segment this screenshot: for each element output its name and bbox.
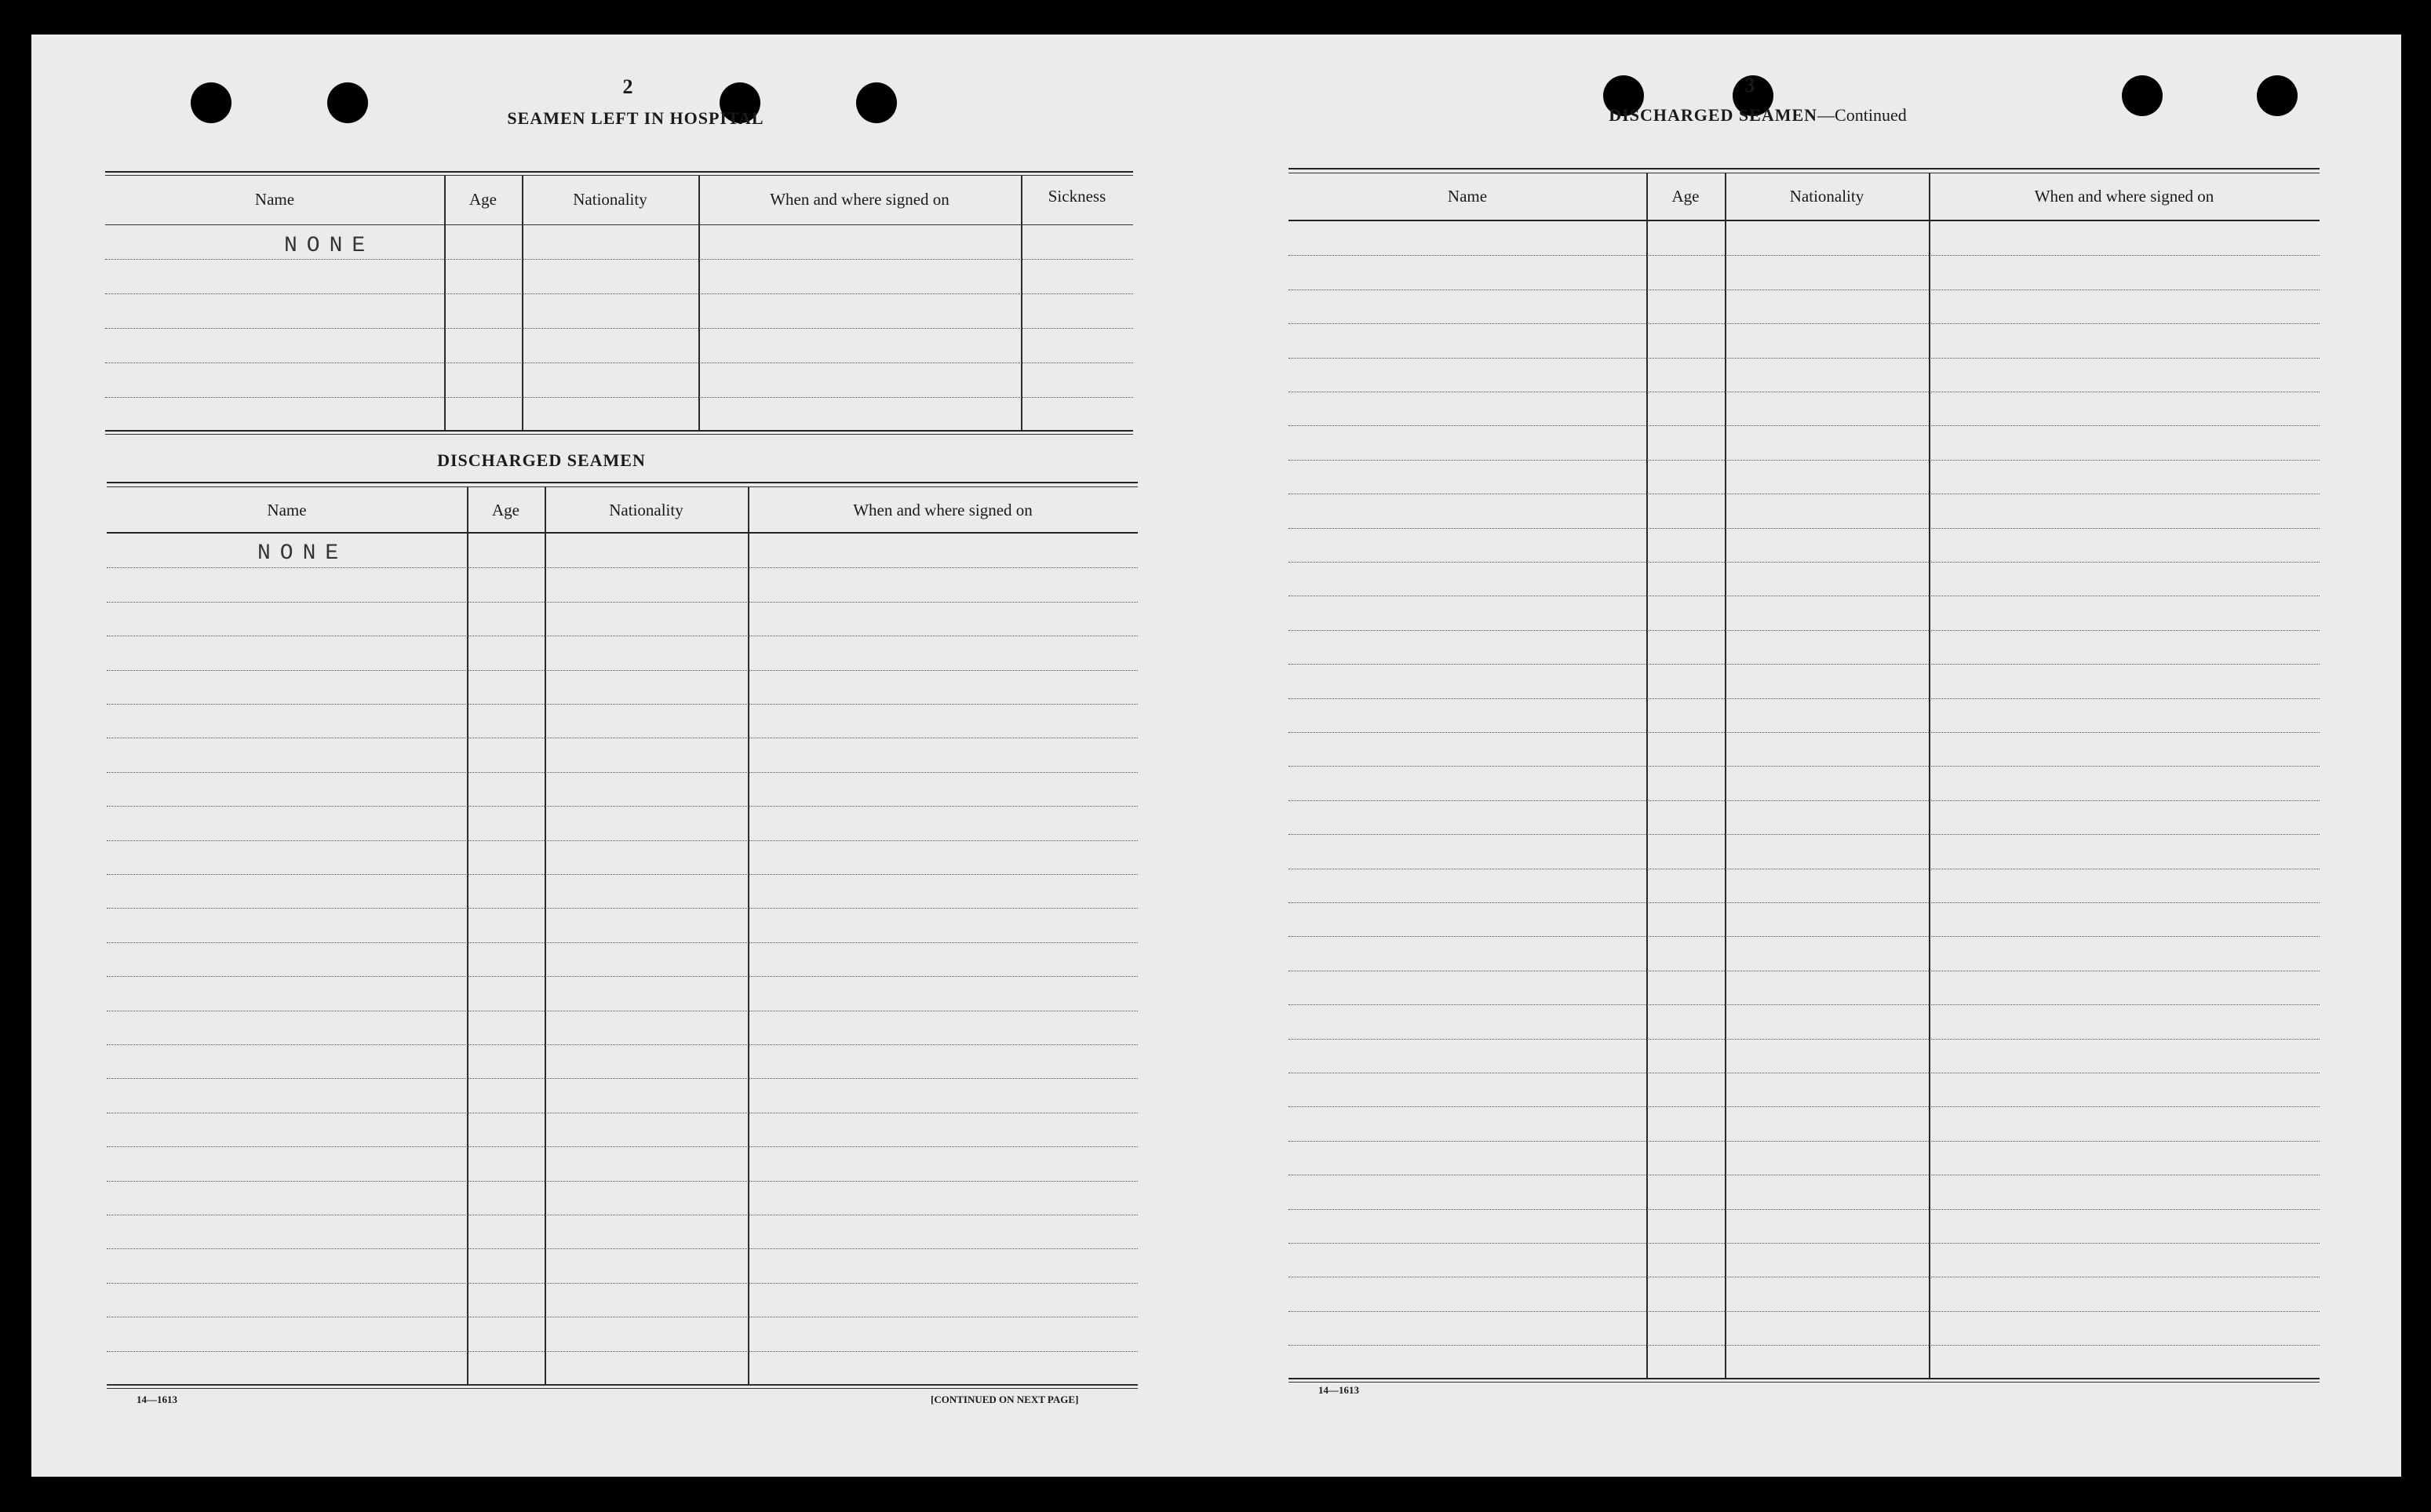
header-name: Name [267, 501, 307, 519]
table-row [1288, 1141, 2320, 1175]
table-row [1288, 323, 2320, 358]
left-page [31, 35, 1208, 1477]
punch-hole [856, 82, 897, 123]
header-signed-on: When and where signed on [2034, 187, 2214, 206]
table-row [1288, 528, 2320, 563]
table-row [107, 636, 1138, 670]
continued-note: [CONTINUED ON NEXT PAGE] [931, 1394, 1079, 1405]
table-row [105, 293, 1133, 329]
table-row [107, 567, 1138, 602]
table-row [1288, 494, 2320, 528]
table-row [107, 704, 1138, 738]
table-row [1288, 1209, 2320, 1244]
table-row [1288, 1073, 2320, 1107]
punch-hole [191, 82, 231, 123]
header-signed-on: When and where signed on [770, 190, 949, 209]
table-row [107, 840, 1138, 875]
header-age: Age [1671, 187, 1700, 206]
form-number: 14—1613 [137, 1394, 177, 1405]
header-age: Age [469, 190, 497, 209]
table-row [107, 1215, 1138, 1249]
table-row [1288, 869, 2320, 903]
table-row [1288, 1243, 2320, 1277]
table-row [1288, 766, 2320, 800]
table-row [1288, 562, 2320, 596]
table-row [107, 670, 1138, 705]
page-number: 2 [622, 75, 633, 98]
table-row [107, 1146, 1138, 1181]
table-row [1288, 800, 2320, 835]
table-row [107, 806, 1138, 840]
table-row [1288, 255, 2320, 290]
table-row [1288, 392, 2320, 426]
discharged-continued-table [1288, 168, 2320, 1383]
hospital-table-title: SEAMEN LEFT IN HOSPITAL [507, 108, 764, 128]
table-row [1288, 221, 2320, 256]
header-name: Name [254, 190, 295, 209]
right-page [1208, 35, 2401, 1477]
table-row [1288, 425, 2320, 460]
table-row [1288, 1039, 2320, 1073]
header-nationality: Nationality [609, 501, 683, 519]
table-row [107, 1044, 1138, 1079]
table-row [1288, 358, 2320, 392]
table-row [1288, 936, 2320, 971]
table-row [1288, 664, 2320, 698]
discharged-cont-title: DISCHARGED SEAMEN—Continued [1609, 105, 1907, 125]
table-row [1288, 290, 2320, 324]
punch-hole [2122, 75, 2163, 116]
discharged-table [107, 482, 1138, 1389]
header-signed-on: When and where signed on [853, 501, 1033, 519]
table-row [107, 1011, 1138, 1045]
header-nationality: Nationality [1789, 187, 1864, 206]
table-row [1288, 596, 2320, 630]
table-row [107, 1113, 1138, 1147]
table-row [107, 942, 1138, 977]
table-row [105, 224, 1133, 260]
table-row [1288, 834, 2320, 869]
table-row [1288, 1277, 2320, 1311]
form-number: 14—1613 [1318, 1384, 1359, 1396]
page-number: 3 [1744, 74, 1755, 97]
table-row [107, 976, 1138, 1011]
table-row [107, 772, 1138, 807]
table-row [107, 602, 1138, 636]
table-row [1288, 460, 2320, 494]
table-row [1288, 732, 2320, 767]
header-age: Age [492, 501, 519, 519]
table-row [105, 259, 1133, 294]
table-row [107, 874, 1138, 909]
typed-entry-none: NONE [284, 234, 375, 258]
table-row [1288, 971, 2320, 1005]
table-row [1288, 1175, 2320, 1209]
table-row [105, 363, 1133, 398]
table-row [1288, 1004, 2320, 1039]
punch-hole [327, 82, 368, 123]
table-row [107, 738, 1138, 772]
table-row [107, 1248, 1138, 1283]
header-sickness: Sickness [1048, 187, 1106, 206]
table-row [107, 1317, 1138, 1351]
hospital-table [105, 171, 1133, 435]
table-row [1288, 1311, 2320, 1346]
discharged-table-title: DISCHARGED SEAMEN [437, 450, 646, 470]
header-name: Name [1447, 187, 1488, 206]
table-row [107, 1351, 1138, 1386]
table-row [107, 1078, 1138, 1113]
table-row [1288, 902, 2320, 937]
typed-entry-none: NONE [257, 541, 348, 566]
table-row [1288, 1106, 2320, 1141]
table-row [1288, 698, 2320, 733]
header-nationality: Nationality [573, 190, 647, 209]
table-row [107, 1181, 1138, 1215]
punch-hole [2257, 75, 2298, 116]
table-row [1288, 630, 2320, 665]
table-row [107, 1283, 1138, 1317]
table-row [105, 328, 1133, 363]
table-row [107, 908, 1138, 942]
